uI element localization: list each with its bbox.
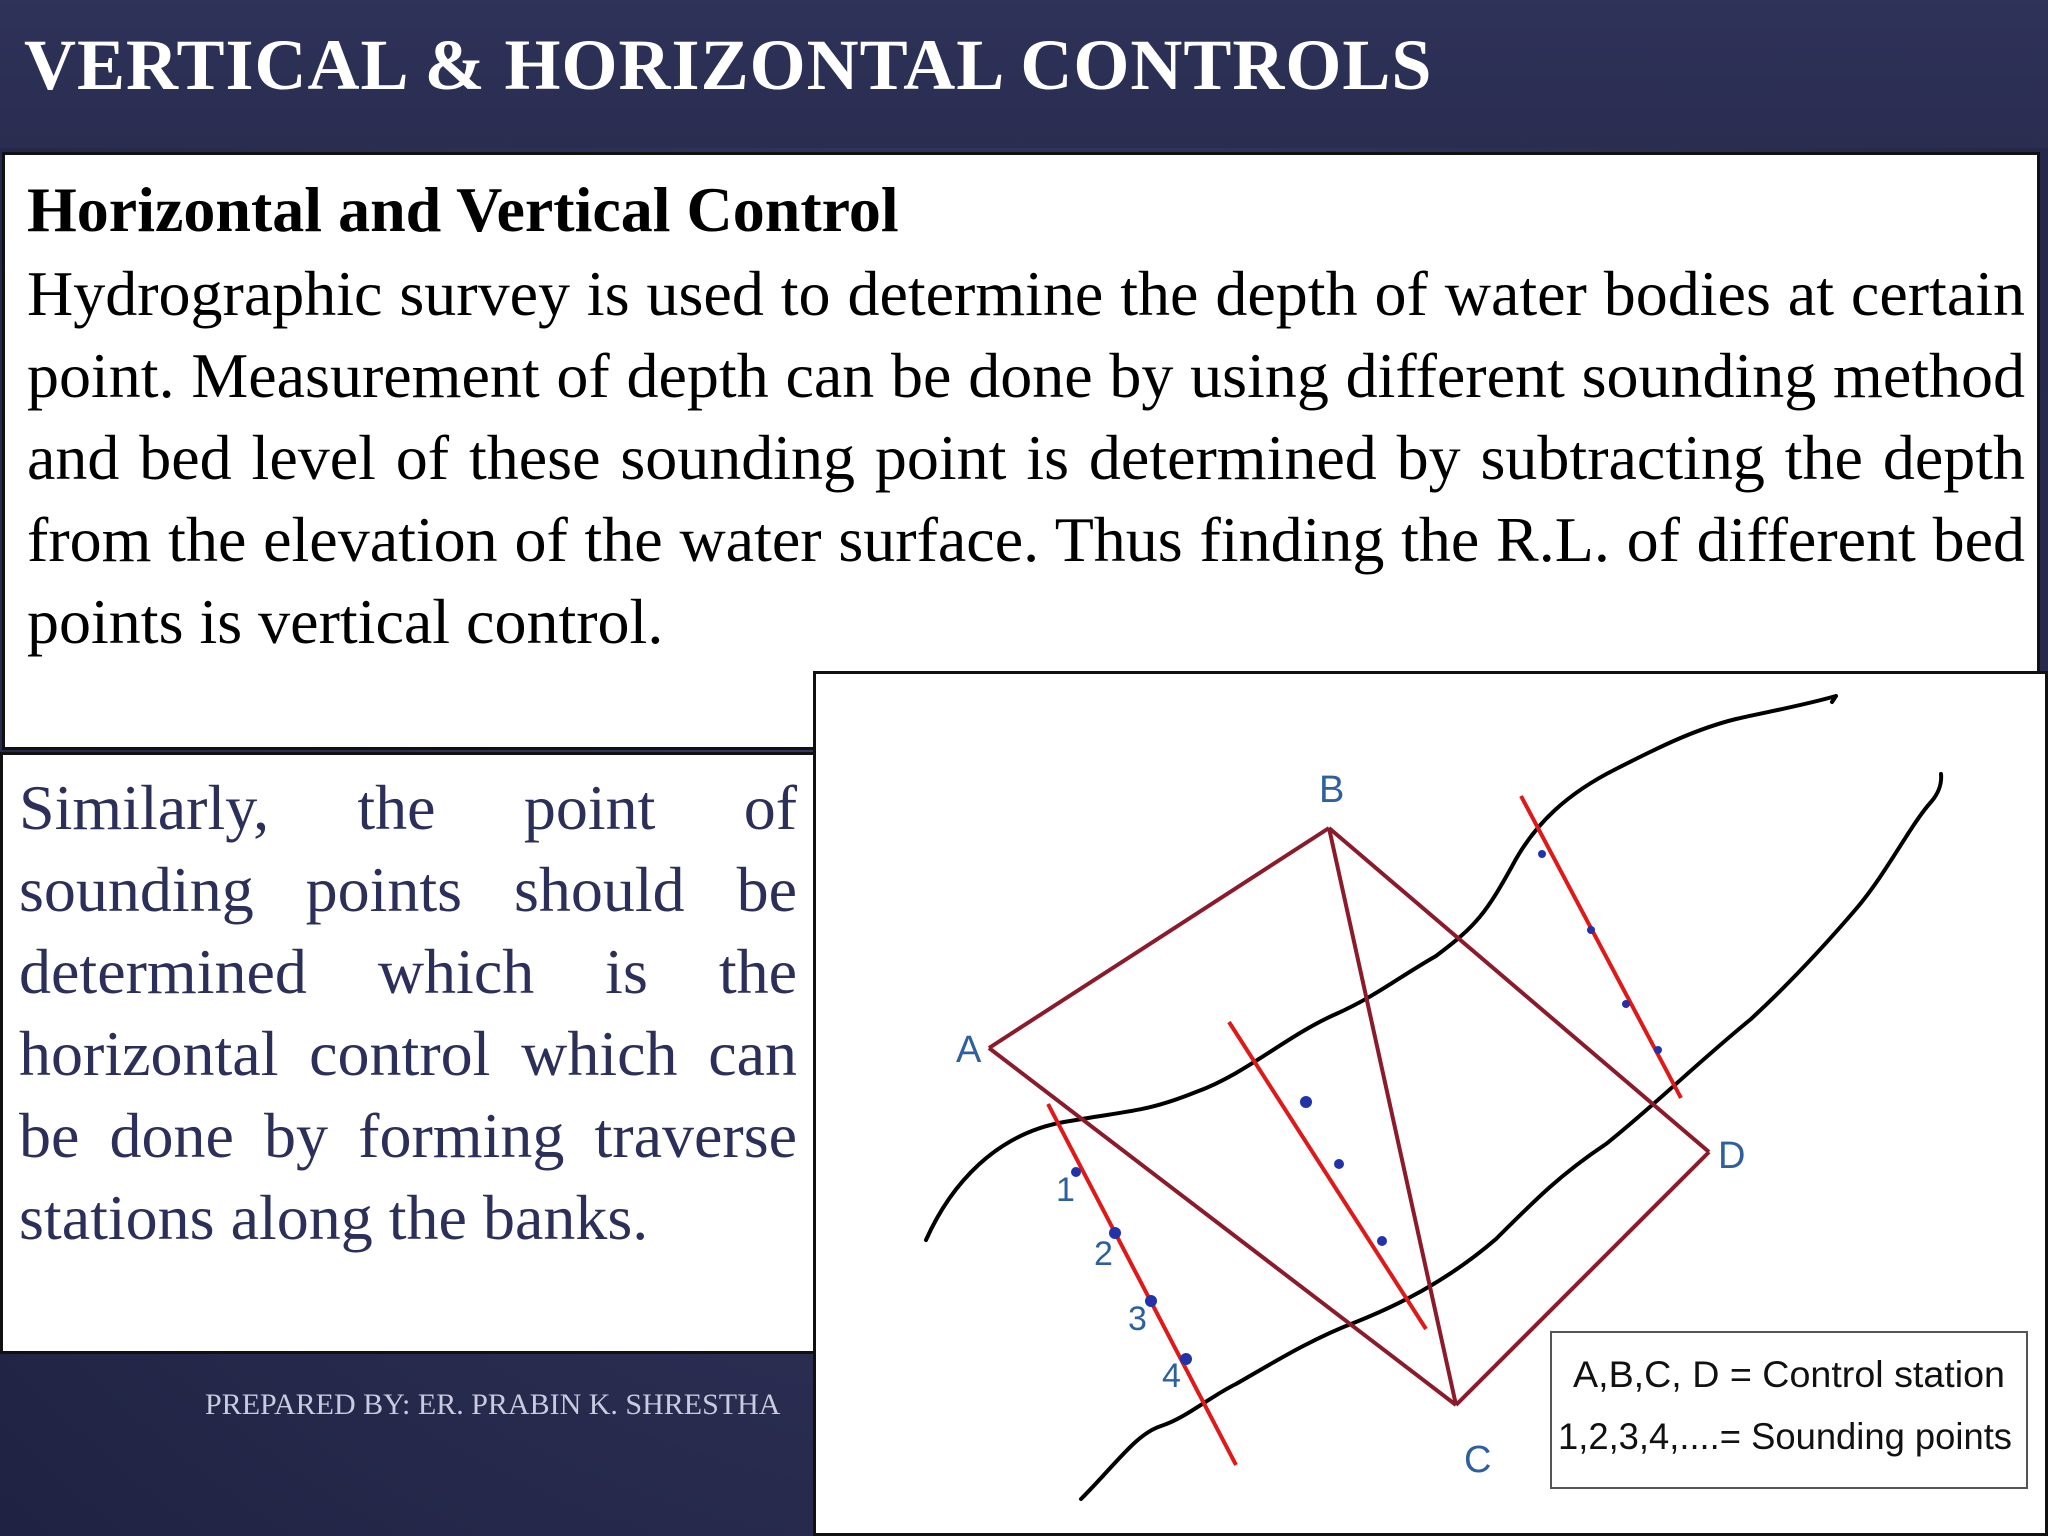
horizontal-control-paragraph: Similarly, the point of sounding points should be determined which is the horizontal control which can be done by forming traverse stations along the banks. xyxy=(19,772,797,1253)
footer-credit: PREPARED BY: ER. PRABIN K. SHRESTHA xyxy=(205,1388,781,1421)
legend xyxy=(1551,1332,2027,1488)
sounding-line-middle xyxy=(1229,1022,1426,1329)
station-label-a: A xyxy=(956,1029,982,1071)
river-bank-upper xyxy=(926,696,1836,1240)
sounding-line-left xyxy=(1048,1104,1236,1465)
horizontal-control-box xyxy=(0,752,816,1354)
legend-control-station: A,B,C, D = Control station xyxy=(1573,1354,2005,1395)
sounding-label-1: 1 xyxy=(1056,1171,1075,1209)
traverse-diagram-svg xyxy=(816,674,2048,1536)
sounding-label-3: 3 xyxy=(1128,1300,1147,1338)
traverse-diagram xyxy=(813,671,2048,1536)
section-heading: Horizontal and Vertical Control xyxy=(27,174,899,245)
legend-sounding-points: 1,2,3,4,....= Sounding points xyxy=(1558,1416,2012,1457)
station-label-d: D xyxy=(1718,1135,1746,1177)
sounding-label-2: 2 xyxy=(1094,1235,1113,1273)
title-bar xyxy=(0,0,2048,148)
station-label-c: C xyxy=(1464,1439,1492,1481)
sounding-label-4: 4 xyxy=(1162,1357,1181,1395)
vertical-control-box xyxy=(2,152,2040,750)
vertical-control-paragraph: Hydrographic survey is used to determine the depth of water bodies at certain point. Measurement of depth can be done by using different sounding method and bed level of these sounding point is determined by subtracting the depth from the elevation of the water surface. Thus finding the R.L. of different bed points is vertical control. xyxy=(27,258,2025,657)
station-label-b: B xyxy=(1319,769,1345,811)
slide-title: VERTICAL & HORIZONTAL CONTROLS xyxy=(24,25,1433,105)
